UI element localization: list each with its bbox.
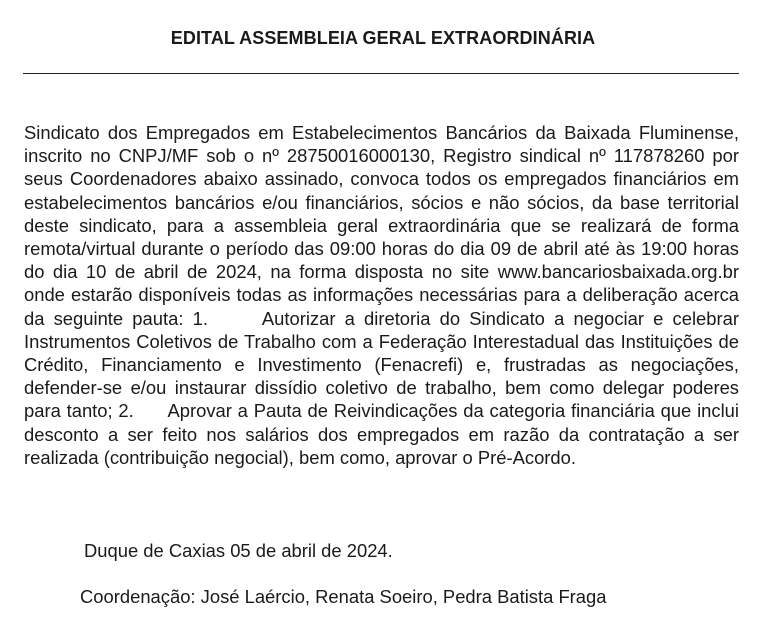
date-location-line: Duque de Caxias 05 de abril de 2024. (84, 540, 393, 561)
notice-body: Sindicato dos Empregados em Estabelecimentos Bancários da Baixada Fluminense, inscrito no CNPJ/MF sob o nº 28750016000130, Registro sindical nº 117878260 por seus Coordenadores abaixo assinado, convoca todos os empregados financiários em estabelecimentos bancários e/ou financiários, sócios e não sócios, da base territorial deste sindicato, para a assembleia geral extraordinária que se realizará de forma remota/virtual durante o período das 09:00 horas do dia 09 de abril até às 19:00 horas do dia 10 de abril de 2024, na forma disposta no site www.bancariosbaixada.org.br onde estarão disponíveis todas as informações necessárias para a deliberação acerca da seguinte pauta: 1. Autorizar a diretoria do Sindicato a negociar e celebrar Instrumentos Coletivos de Trabalho com a Federação Interestadual das Instituições de Crédito, Financiamento e Investimento (Fenacrefi) e, frustradas as negociações, defender-se e/ou instaurar dissídio coletivo de trabalho, bem como delegar poderes para tanto; 2. Aprovar a Pauta de Reivindicações da categoria financiária que inclui desconto a ser feito nos salários dos empregados em razão da contratação a ser realizada (contribuição negocial), bem como, aprovar o Pré-Acordo. (24, 122, 745, 468)
title-divider (23, 73, 739, 74)
coordination-signatories: Coordenação: José Laércio, Renata Soeiro, Pedra Batista Fraga (80, 586, 607, 607)
document-title: EDITAL ASSEMBLEIA GERAL EXTRAORDINÁRIA (170, 28, 596, 48)
